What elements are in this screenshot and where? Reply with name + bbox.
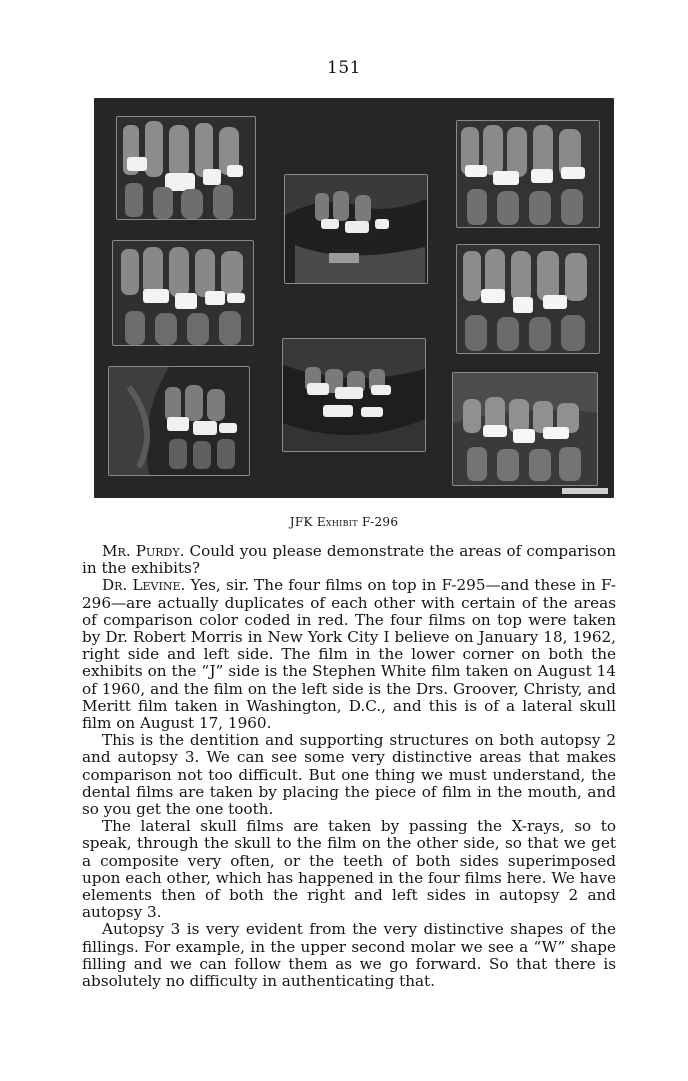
page-number: 151 — [327, 58, 361, 78]
paragraph-levine-answer: Dr. Levine. Yes, sir. The four films on top in F-295—and these in F-296—are actually duplicates of each other with certain of the areas of comparison color coded in red. The four films on top were taken by Dr. Robert Morris in New York City I believe on January 18, 1962, right side and left side. The film in the lower corner on both the exhibits on the “J” side is the Stephen White film taken on August 14 of 1960, and the film on the left side is the Drs. Groover, Christy, and Meritt film taken in Washington, D.C., and this is of a lateral skull film on August 17, 1960. — [82, 576, 616, 733]
dental-xray-film-bottom-right — [452, 372, 598, 486]
dental-xray-film-top-right — [456, 120, 600, 228]
dental-xray-film-middle-left — [112, 240, 254, 346]
dental-xray-film-bottom-center — [282, 338, 426, 452]
exhibit-label-strip — [562, 488, 608, 494]
paragraph-autopsy-3: Autopsy 3 is very evident from the very distinctive shapes of the fillings. For example, in the upper second molar we see a “W” shape filling and we can follow them as we go forward. So that there is absolutely no difficulty in authenticating that. — [82, 920, 616, 991]
paragraph-dentition: This is the dentition and supporting structures on both autopsy 2 and autopsy 3. We can see some very distinctive areas that makes comparison not too difficult. But one thing we must understand, the dental films are taken by placing the piece of film in the mouth, and so you get the one tooth. — [82, 731, 616, 819]
exhibit-photo — [94, 98, 614, 498]
paragraph-lateral-skull: The lateral skull films are taken by passing the X-rays, so to speak, through the skull to the film on the other side, so that we get a composite very often, or the teeth of both sides superimposed upon each other, which has happened in the four films here. We have elements then of both the right and left sides in autopsy 2 and autopsy 3. — [82, 817, 616, 922]
testimony-text — [82, 543, 616, 990]
dental-xray-film-middle-right — [456, 244, 600, 354]
exhibit-caption: JFK Exhibit F-296 — [289, 515, 399, 529]
dental-xray-film-top-left — [116, 116, 256, 220]
speaker-name: Mr. Purdy. — [102, 542, 185, 560]
dental-xray-film-bottom-left — [108, 366, 250, 476]
speaker-name: Dr. Levine. — [102, 576, 186, 595]
paragraph-purdy-question: Mr. Purdy. Could you please demonstrate the areas of comparison in the exhibits? — [82, 542, 616, 578]
dental-xray-film-top-center — [284, 174, 428, 284]
